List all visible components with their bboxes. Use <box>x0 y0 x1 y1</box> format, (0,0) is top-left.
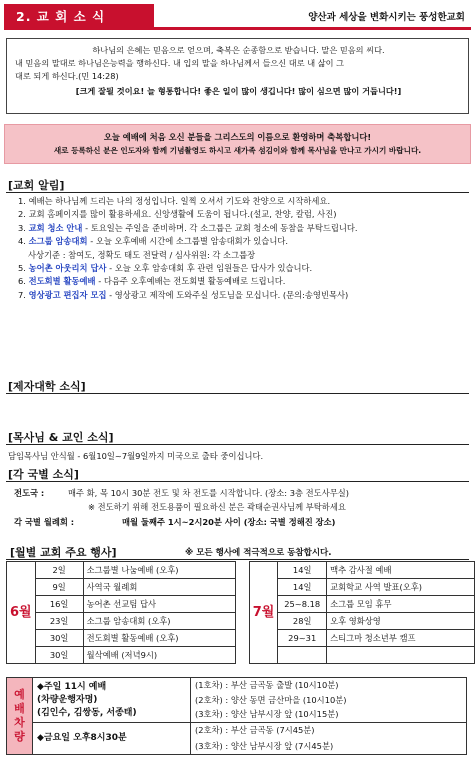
events-calendar <box>6 561 475 664</box>
news-item <box>18 222 468 235</box>
sunday-drivers: (김인수, 김쌍동, 서종태) <box>37 707 137 718</box>
news-item-number: 2. <box>18 209 26 220</box>
section-title: 2. 교 회 소 식 <box>4 4 154 30</box>
news-item <box>18 289 468 302</box>
pastor-news-rule <box>6 444 469 445</box>
sunday-route-3: (3호차) : 양산 남부시장 앞 (10시15분) <box>191 707 467 722</box>
calendar-gap <box>236 562 249 579</box>
monthly-meeting-text: 매월 둘째주 1시~2시20분 사이 (장소: 국별 정해진 장소) <box>122 517 336 527</box>
july-label: 7월 <box>249 562 278 664</box>
mission-news-rule <box>6 481 469 482</box>
calendar-row <box>7 630 475 647</box>
friday-route-1: (2호차) : 부산 금곡동 (7시45분) <box>191 723 467 739</box>
intro-line-4: [크게 잘될 것이요! 늘 형통합니다! 좋은 일이 많이 생깁니다! 많이 심으면 많이 거둡니다!] <box>75 86 402 96</box>
intro-line-3: 대로 되게 하신다.(민 14:28) <box>15 71 119 81</box>
july-event-day <box>278 647 327 664</box>
calendar-row <box>7 613 475 630</box>
news-item <box>18 262 468 275</box>
june-event: 소그룹 암송대회 (오후) <box>83 613 236 630</box>
calendar-gap <box>236 613 249 630</box>
july-event: 스티그마 청소년부 캠프 <box>327 630 475 647</box>
june-event-day: 30일 <box>35 630 83 647</box>
evangelism-text: 매주 화, 목 10시 30분 전도 및 차 전도를 시작합니다. (장소: 3층 전도사무실) <box>68 488 349 498</box>
monthly-events-rule <box>6 559 469 560</box>
mission-news-heading: [각 국별 소식] <box>8 468 79 481</box>
sunday-service <box>33 678 191 723</box>
disciple-news-rule <box>6 393 469 394</box>
bus-label-char: 배 <box>14 702 25 715</box>
welcome-banner <box>4 124 471 164</box>
monthly-meeting-label: 각 국별 월례회 : <box>14 517 75 527</box>
june-event-day: 9일 <box>35 579 83 596</box>
june-label: 6월 <box>7 562 36 664</box>
june-event-day: 23일 <box>35 613 83 630</box>
bus-schedule <box>6 677 467 755</box>
july-event-day: 28일 <box>278 613 327 630</box>
sunday-route-2: (2호차) : 양산 동면 금산마을 (10시10분) <box>191 693 467 708</box>
bus-label <box>7 678 33 755</box>
july-event: 오후 영화상영 <box>327 613 475 630</box>
news-item-number: 4. <box>18 236 26 247</box>
welcome-line-2: 새로 등록하신 분은 인도자와 함께 기념촬영도 하시고 새가족 섬김이와 함께 목사님을 만나고 가시기 바랍니다. <box>53 146 422 155</box>
july-event: 소그룹 모임 휴무 <box>327 596 475 613</box>
header-divider <box>154 27 471 30</box>
news-item <box>18 208 468 221</box>
june-event-day: 16일 <box>35 596 83 613</box>
intro-box <box>6 38 469 114</box>
pastor-news-text: 담임목사님 안식월 - 6월10일~7월9일까지 미국으로 출타 중이십니다. <box>8 451 264 461</box>
news-item-number: 3. <box>18 222 26 233</box>
calendar-gap <box>236 630 249 647</box>
july-event-day: 14일 <box>278 579 327 596</box>
july-event-day: 14일 <box>278 562 327 579</box>
evangelism-label: 전도국 : <box>14 488 45 498</box>
june-event: 월삭예배 (저녁9시) <box>83 647 236 664</box>
monthly-events-note: ※ 모든 행사에 적극적으로 동참합시다. <box>185 548 332 558</box>
intro-line-2: 내 믿음의 말대로 하나님은능력을 행하신다. 내 입의 말을 하나님께서 들으신 대로 내 삶이 그 <box>15 58 345 68</box>
news-item-text: 예배는 하나님께 드리는 나의 정성입니다. 일찍 오셔서 기도와 찬양으로 시작하세요. <box>28 196 331 206</box>
july-event-day: 25~8.18 <box>278 596 327 613</box>
friday-service-title: ◆금요일 오후8시30분 <box>33 723 191 755</box>
bus-label-char: 차 <box>14 716 25 729</box>
calendar-row <box>7 596 475 613</box>
june-event: 농어촌 선교팀 답사 <box>83 596 236 613</box>
news-item-text: - 토요일는 주일을 준비하며. 각 소그룹은 교회 청소에 동참을 부탁드립니다. <box>82 222 358 233</box>
june-event: 사역국 월례회 <box>83 579 236 596</box>
church-news-list <box>18 195 468 302</box>
july-event <box>327 647 475 664</box>
calendar-gap <box>236 596 249 613</box>
monthly-events-heading: [월별 교회 주요 행사] <box>10 546 117 559</box>
news-item-text: 사상기준 : 참여도, 정확도 태도 전달력 / 심사위원: 각 소그룹장 <box>28 249 256 260</box>
june-event: 소그룹별 나눔예배 (오후) <box>83 562 236 579</box>
section-header <box>4 4 471 30</box>
july-event: 맥추 감사절 예배 <box>327 562 475 579</box>
news-item-text: - 오늘 오후예배 시간에 소그룹별 암송대회가 있습니다. <box>87 236 288 247</box>
july-event-day: 29~31 <box>278 630 327 647</box>
june-event-day: 2일 <box>35 562 83 579</box>
news-item-title: 소그룹 암송대회 <box>28 236 88 247</box>
news-item-title: 영상광고 편집자 모집 <box>28 289 107 300</box>
sunday-drivers-label: (차량운행자명) <box>37 694 98 705</box>
news-item-title: 교회 청소 안내 <box>28 222 83 233</box>
sunday-service-title: ◆주일 11시 예배 <box>37 681 107 692</box>
calendar-row <box>7 647 475 664</box>
church-slogan: 양산과 세상을 변화시키는 풍성한교회 <box>308 12 465 23</box>
calendar-gap <box>236 647 249 664</box>
news-item-text: - 영상광고 제작에 도와주실 성도님을 모십니다. (문의:송영빈목사) <box>106 289 349 300</box>
news-item-title: 농어촌 아웃리치 답사 <box>28 263 107 274</box>
bus-label-char: 량 <box>14 730 25 743</box>
news-item-number: 1. <box>18 196 26 206</box>
news-item <box>18 195 468 208</box>
june-event: 전도회별 활동예배 (오후) <box>83 630 236 647</box>
news-item <box>18 235 468 248</box>
news-item-title: 전도회별 활동예배 <box>28 276 96 287</box>
news-item <box>18 275 468 288</box>
church-news-heading: [교회 알림] <box>8 179 65 192</box>
friday-route-2: (3호차) : 양산 남부시장 앞 (7시45분) <box>191 739 467 755</box>
news-item-number: 6. <box>18 276 26 287</box>
sunday-route-1: (1호차) : 부산 금곡동 출발 (10시10분) <box>191 678 467 693</box>
church-news-rule <box>6 192 469 193</box>
news-item-text: - 오늘 오후 암송대회 후 관련 임원들은 답사가 있습니다. <box>106 263 313 274</box>
intro-line-1: 하나님의 은혜는 믿음으로 얻으며, 축복은 순종함으로 받습니다. 말은 믿음의 씨다. <box>92 45 385 55</box>
news-item-text: - 다음주 오후예배는 전도회별 활동예배로 드립니다. <box>95 276 286 287</box>
news-item <box>18 249 468 262</box>
calendar-gap <box>236 579 249 596</box>
news-item-number: 5. <box>18 263 26 274</box>
july-event: 교회학교 사역 발표(오후) <box>327 579 475 596</box>
disciple-news-heading: [제자대학 소식] <box>8 380 86 393</box>
welcome-line-1: 오늘 예배에 처음 오신 분들을 그리스도의 이름으로 환영하며 축복합니다! <box>103 132 372 142</box>
june-event-day: 30일 <box>35 647 83 664</box>
news-item-text: 교회 홈페이지를 많이 활용하세요. 신앙생활에 도움이 됩니다.(설교, 찬양, 칼럼, 사진) <box>28 209 337 220</box>
news-item-number: 7. <box>18 289 26 300</box>
bus-label-char: 예 <box>14 688 25 701</box>
evangelism-note: ※ 전도하기 위해 전도용품이 필요하신 분은 곽태순권사님께 부탁하세요 <box>88 502 346 512</box>
calendar-row <box>7 562 475 579</box>
calendar-row <box>7 579 475 596</box>
pastor-news-heading: [목사님 & 교인 소식] <box>8 431 114 444</box>
